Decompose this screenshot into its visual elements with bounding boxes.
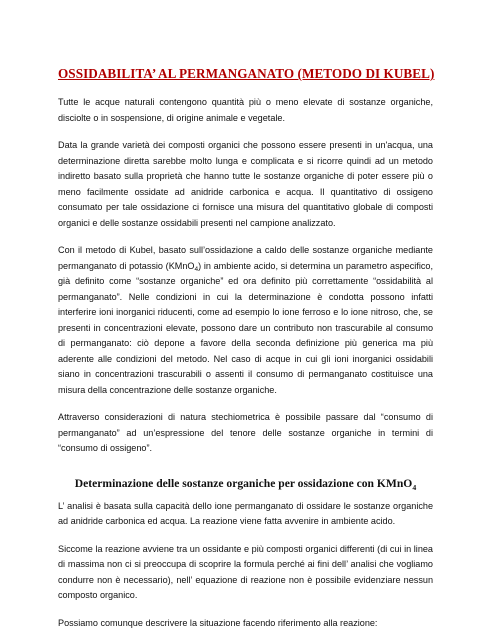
paragraph-intro: Tutte le acque naturali contengono quantità più o meno elevate di sostanze organiche, disciolte o in sospensione, di origine animale e vegetale. (58, 97, 433, 123)
paragraph-analysis-basis: L’ analisi è basata sulla capacità dello ione permanganato di ossidare le sostanze organiche ad anidride carbonica ed acqua. La reazione viene fatta avvenire in ambiente acido. (58, 500, 433, 526)
paragraph-stoichiometry: Attraverso considerazioni di natura stechiometrica è possibile passare dal “consumo di permanganato” ad un’espressione del tenore delle sostanze organiche in termini di “consumo di ossigeno”. (58, 412, 433, 453)
section-heading (58, 477, 433, 490)
section-heading-text: Determinazione delle sostanze organiche per ossidazione con KMnO (74, 476, 413, 490)
document-title: OSSIDABILITA’ AL PERMANGANATO (METODO DI KUBEL) (58, 66, 435, 81)
kubel-text-before: Con il metodo di Kubel, basato sull’ossidazione a caldo delle sostanze organiche mediante permanganato di potassio (KMnO (58, 245, 433, 271)
paragraph-kubel-method (58, 243, 433, 398)
formula-subscript: 4 (194, 265, 199, 273)
section-heading-subscript: 4 (412, 482, 417, 492)
paragraph-reaction-intro: Possiamo comunque descrivere la situazione facendo riferimento alla reazione: (58, 617, 378, 628)
paragraph-reaction-note: Siccome la reazione avviene tra un ossidante e più composti organici differenti (di cui in linea di massima non ci si preoccupa di scoprire la formula perché ai fini dell’ analisi che vogliamo condurre non è necessario), nell’ equazione di reazione non è possibile evidenziare nessun composto organico. (58, 543, 433, 600)
paragraph-method-rationale: Data la grande varietà dei composti organici che possono essere presenti in un'acqua, una determinazione diretta sarebbe molto lunga e complicata e si ricorre quindi ad un metodo indiretto basato sulla proprietà che hanno tutte le sostanze organiche di poter essere più o meno facilmente ossidate ad anidride carbonica e acqua. Il quantitativo di ossigeno consumato per tale ossidazione ci fornisce una misura del quantitativo globale di composti organici e delle sostanze ossidabili presenti nel campione analizzato. (58, 140, 433, 228)
kubel-text-after: ) in ambiente acido, si determina un parametro aspecifico, già definito come “sostanze organiche” ed ora definito più correttamente “ossidabilità al permanganato”. Nelle condizioni in cui la determinazione è condotta possono infatti interferire ioni inorganici riducenti, come ad esempio lo ione ferroso e lo ione nitroso, che, se presenti in concentrazioni elevate, possono dare un contributo non trascurabile al consumo di permanganato: ciò depone a favore della seconda definizione più generica ma più aderente alle condizioni del metodo. Nel caso di acque in cui gli ioni inorganici ossidabili siano in concentrazioni trascurabili o assenti il consumo di permanganato costituisce una misura della concentrazione delle sostanze organiche. (58, 260, 433, 395)
